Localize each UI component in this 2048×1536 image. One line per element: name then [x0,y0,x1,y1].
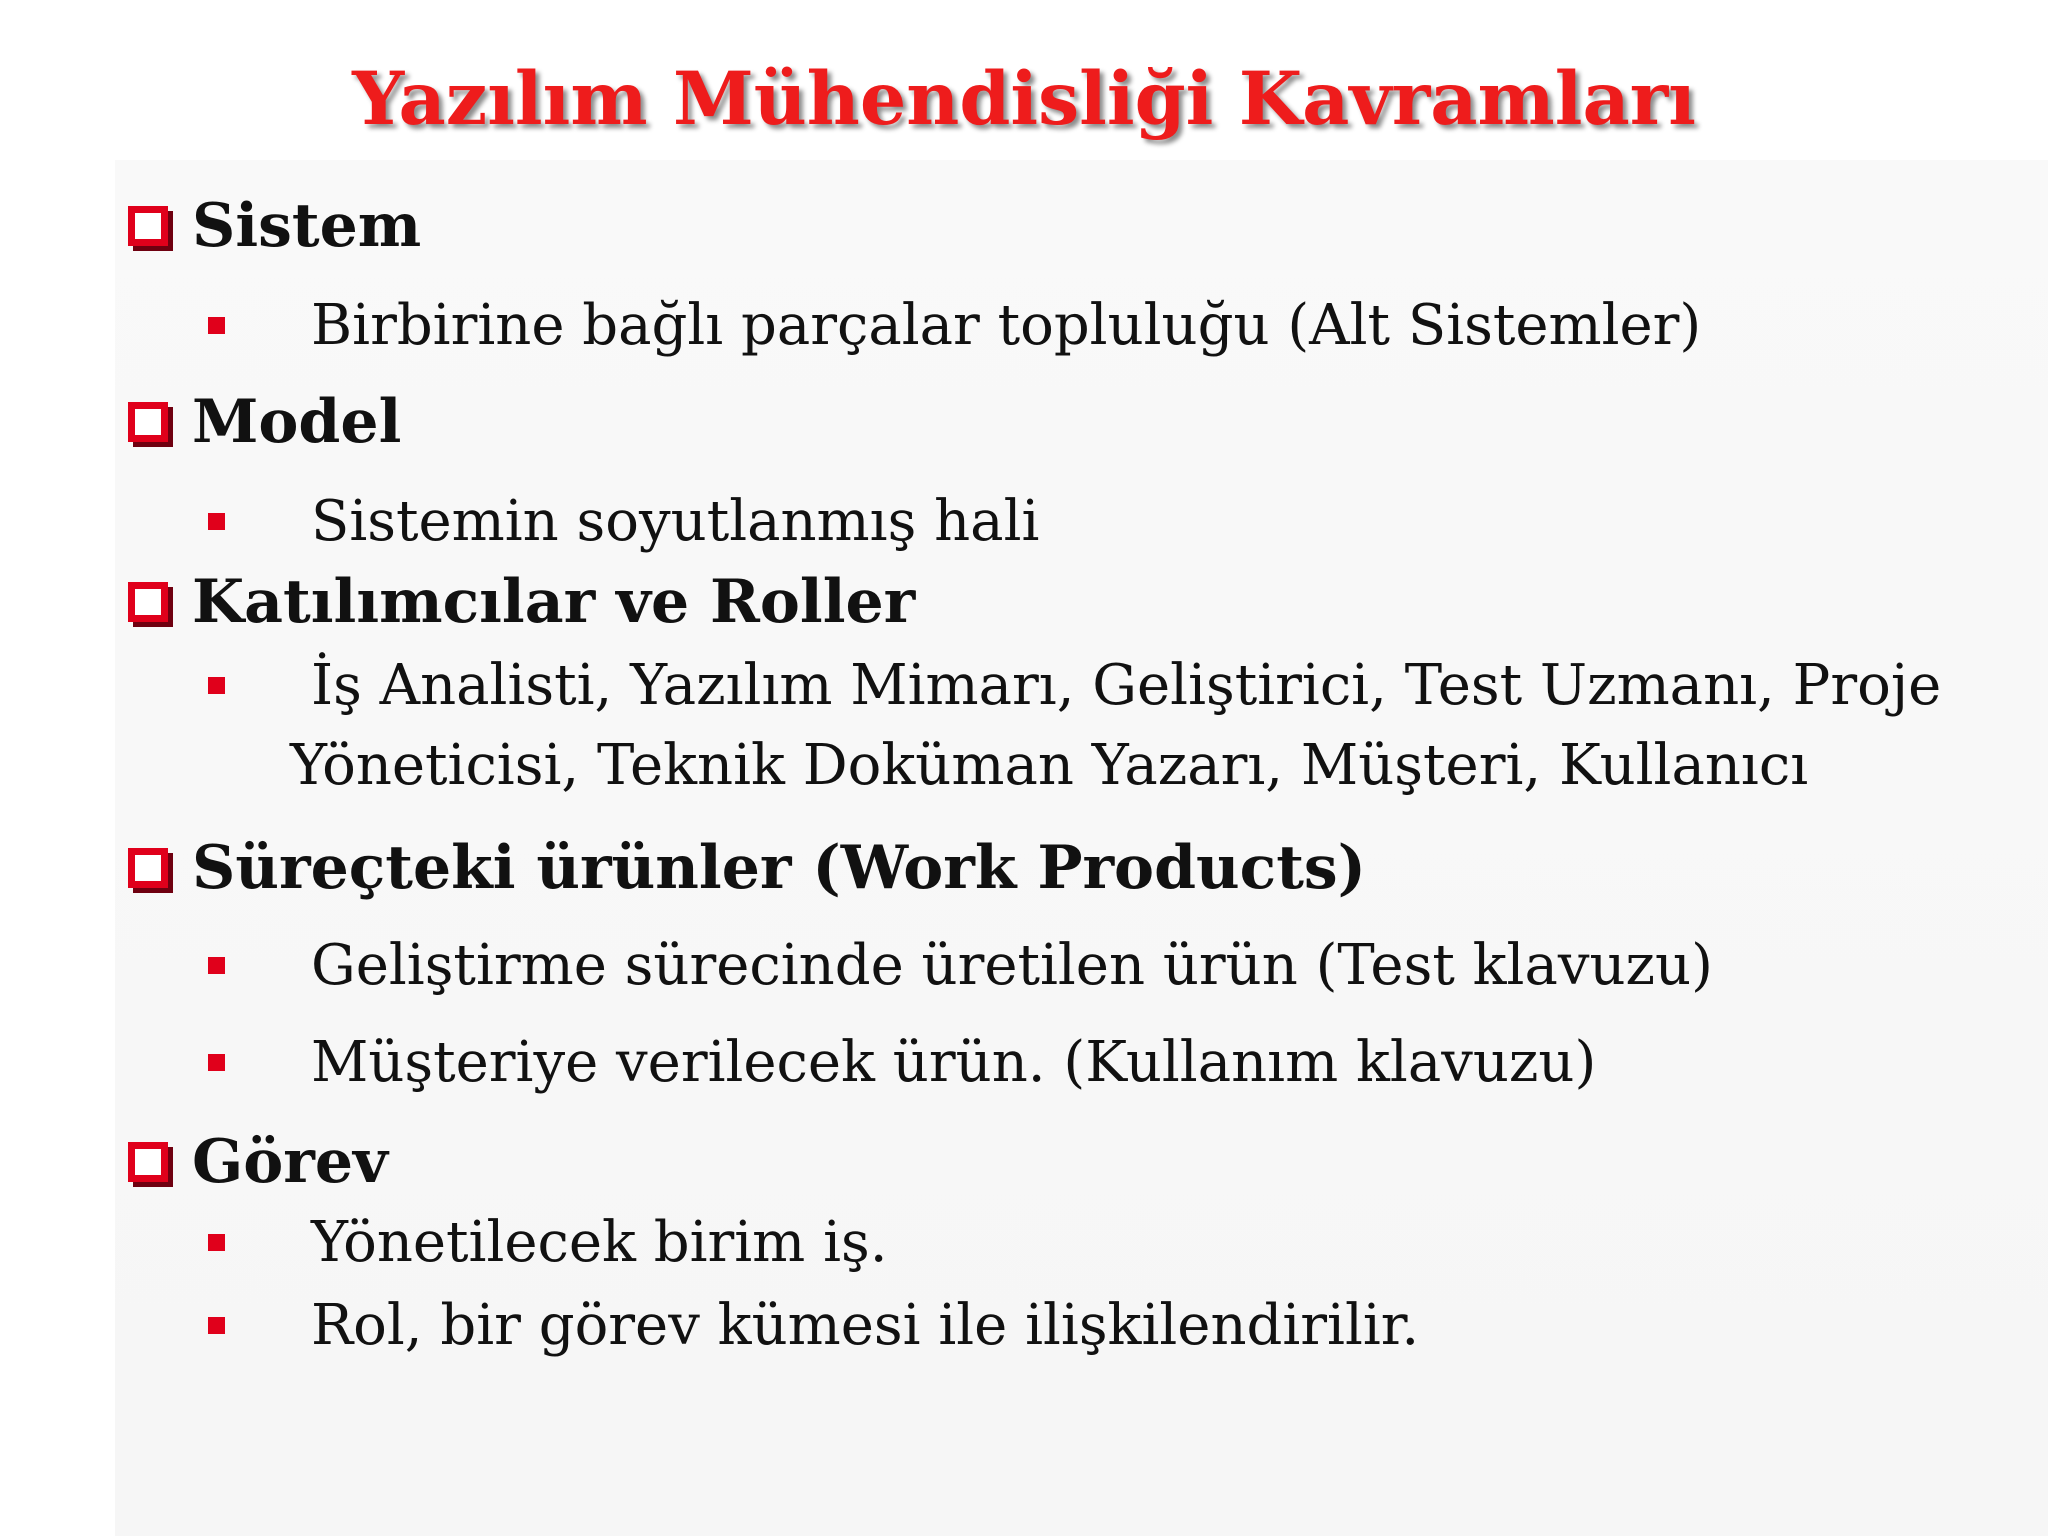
checkbox-bullet-icon [128,848,168,888]
section-surecteki-urunler [128,828,1366,908]
slide-title: Yazılım Mühendisliği Kavramları [352,56,1696,142]
list-item-text: Sistemin soyutlanmış hali [311,488,1040,554]
list-item [208,1285,1419,1365]
list-item-text: Geliştirme sürecinde üretilen ürün (Test klavuzu) [311,932,1713,998]
checkbox-bullet-icon [128,402,168,442]
square-bullet-icon [208,957,225,974]
section-title: Sistem [192,191,422,261]
list-item [208,925,1713,1005]
list-item [208,481,1039,561]
list-item-text: Yönetilecek birim iş. [311,1209,888,1275]
list-item-text: İş Analisti, Yazılım Mimarı, Geliştirici, Test Uzmanı, Proje [311,652,1942,718]
list-item-text: Müşteriye verilecek ürün. (Kullanım klavuzu) [311,1029,1597,1095]
square-bullet-icon [208,1234,225,1251]
list-item-continuation: Yöneticisi, Teknik Doküman Yazarı, Müşteri, Kullanıcı [290,732,1809,798]
section-model [128,382,401,462]
section-title: Model [192,387,402,457]
square-bullet-icon [208,677,225,694]
square-bullet-icon [208,317,225,334]
section-gorev [128,1122,388,1202]
checkbox-bullet-icon [128,582,168,622]
section-sistem [128,186,421,266]
list-item [208,1202,888,1282]
checkbox-bullet-icon [128,1142,168,1182]
checkbox-bullet-icon [128,206,168,246]
list-item [208,645,1941,725]
list-item [208,285,1701,365]
section-title: Katılımcılar ve Roller [192,567,916,637]
square-bullet-icon [208,1054,225,1071]
section-title: Süreçteki ürünler (Work Products) [192,833,1367,903]
section-katilimcilar [128,562,915,642]
list-item-text: Birbirine bağlı parçalar topluluğu (Alt Sistemler) [311,292,1702,358]
list-item-text: Rol, bir görev kümesi ile ilişkilendirilir. [311,1292,1420,1358]
square-bullet-icon [208,513,225,530]
square-bullet-icon [208,1317,225,1334]
list-item [208,1022,1596,1102]
section-title: Görev [192,1127,388,1197]
